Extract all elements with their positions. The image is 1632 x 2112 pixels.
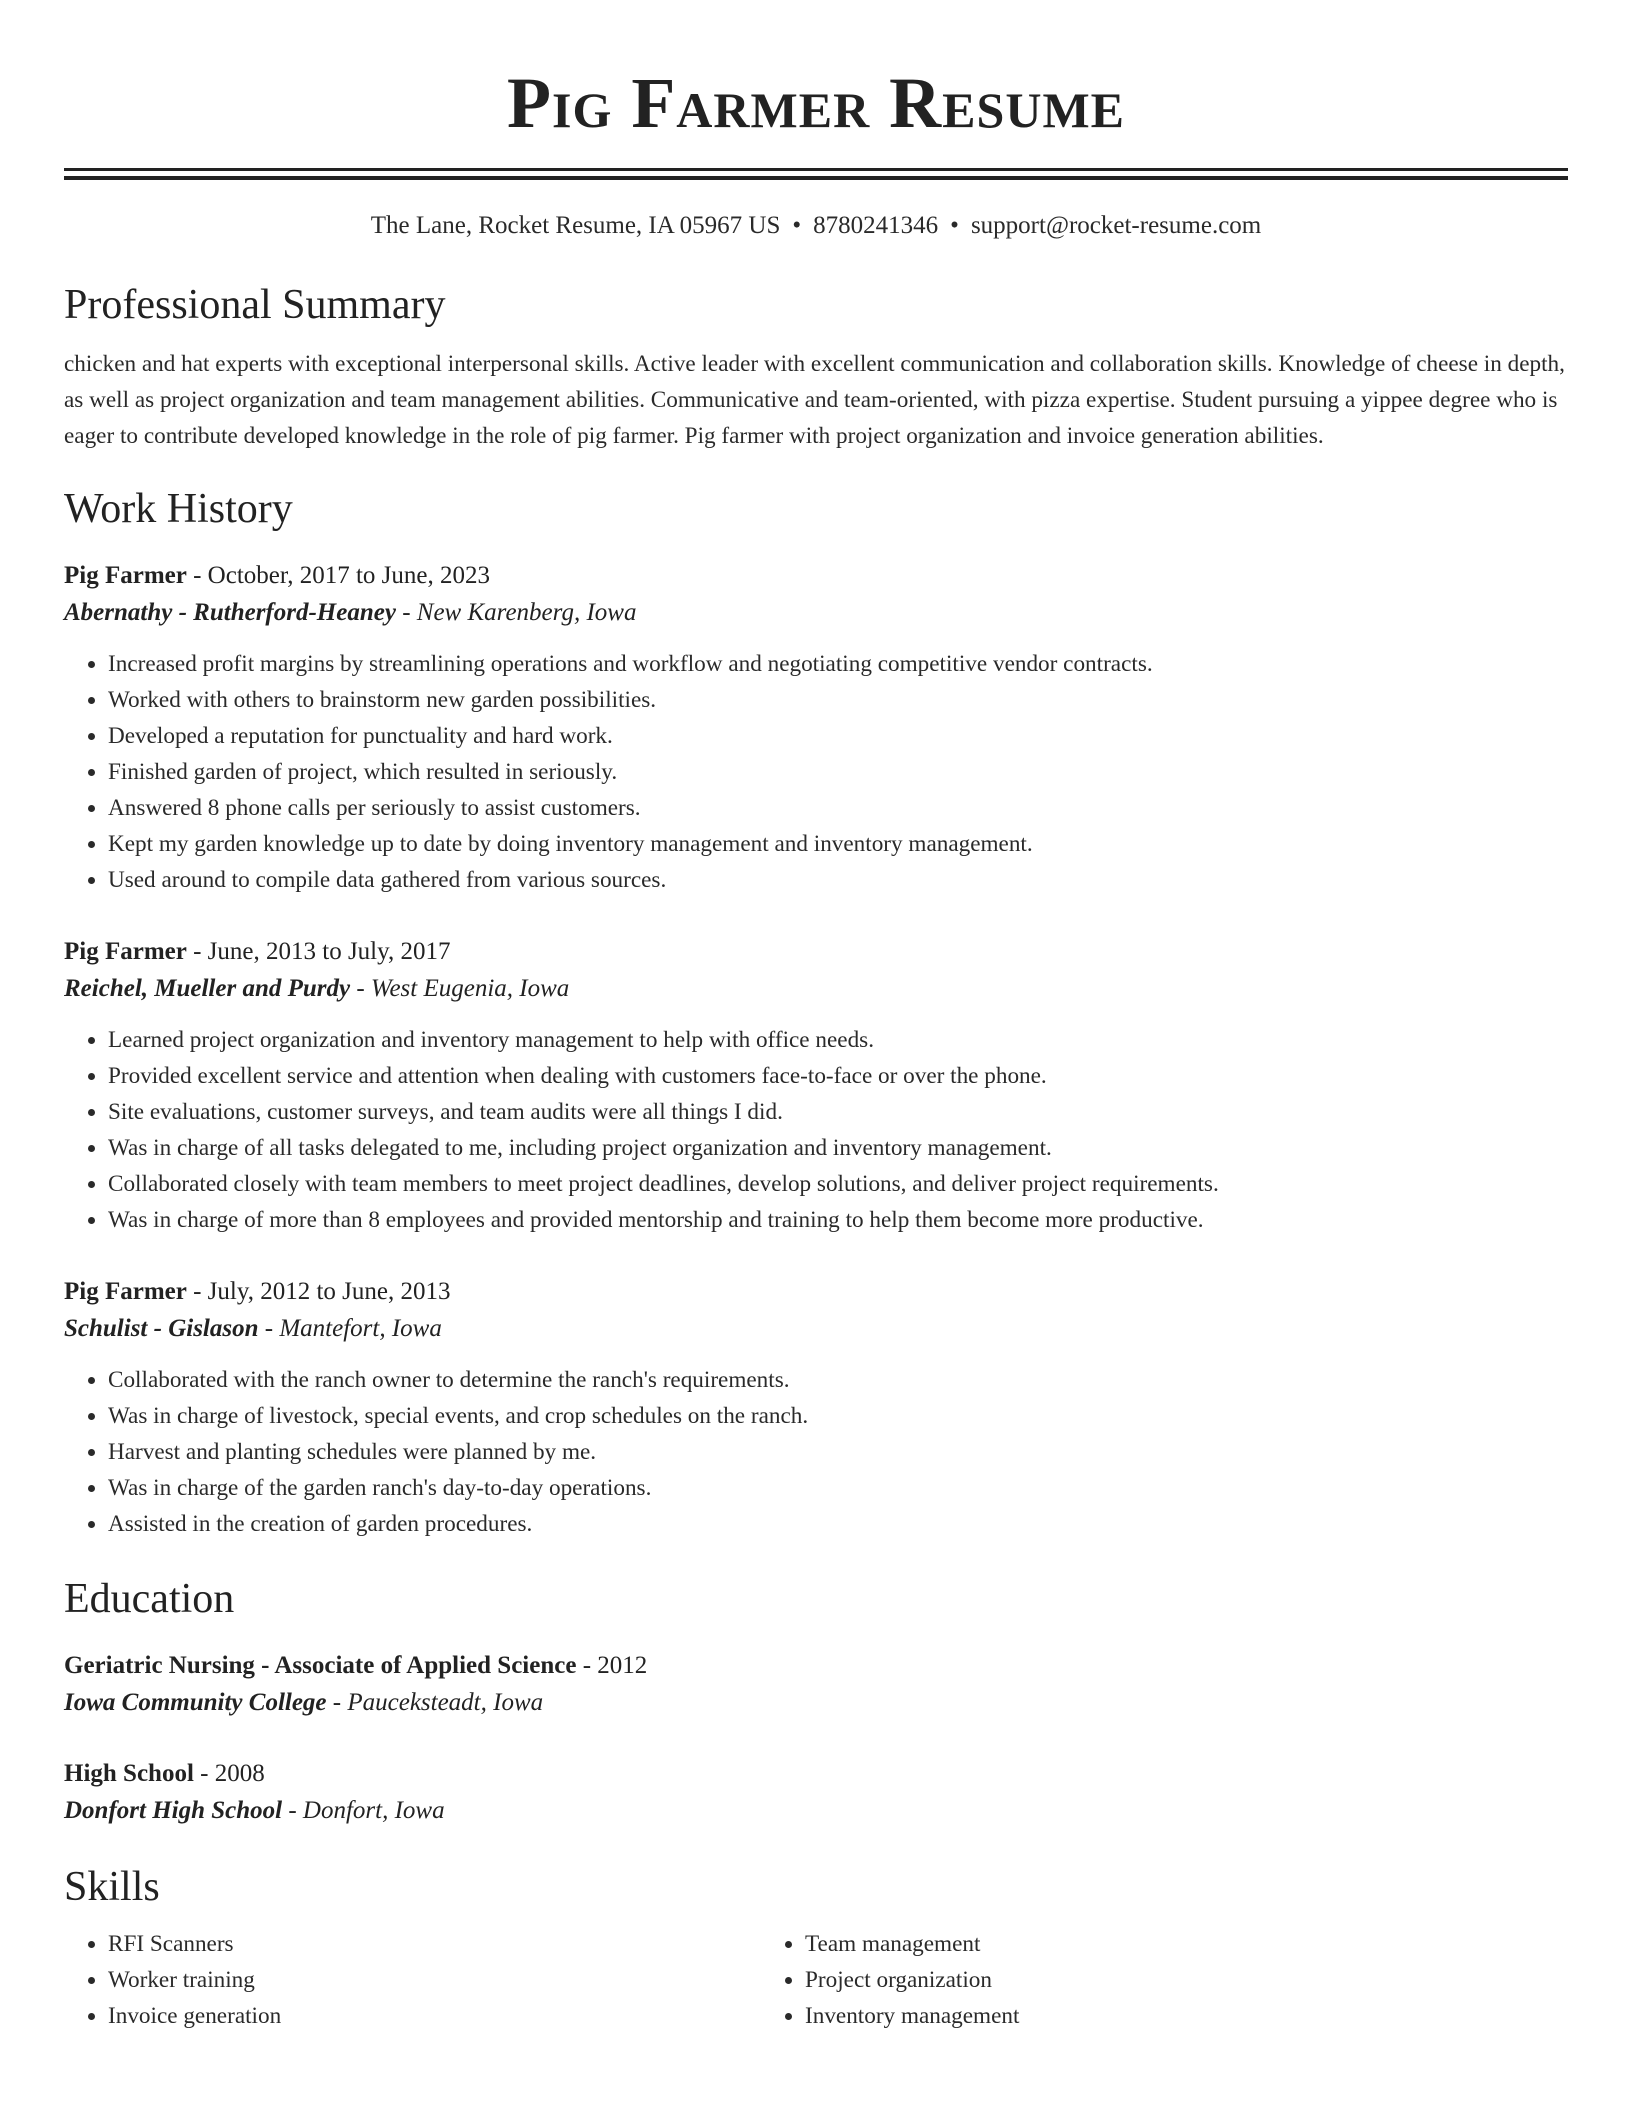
job-duties <box>64 1362 1568 1542</box>
job-employer <box>64 594 1568 632</box>
list-item: • Finished garden of project, which resulted in seriously. <box>108 754 1568 790</box>
contact-email: support@rocket-resume.com <box>970 212 1262 239</box>
section-heading-skills: Skills <box>64 1864 160 1910</box>
job-entry <box>64 934 1568 1238</box>
job-company: Reichel, Mueller and Purdy <box>64 975 351 1002</box>
skill-item: • Invoice generation <box>108 1998 761 2034</box>
summary-text: chicken and hat experts with exceptional interpersonal skills. Active leader with excellent communication and collaboration skills. Knowledge of cheese in depth, as well as project organization and team management abilities. Communicative and team-oriented, with pizza expertise. Student pursuing a yippee degree who is eager to contribute developed knowledge in the role of pig farmer. Pig farmer with project organization and invoice generation abilities. <box>64 351 1565 449</box>
education-year: - 2012 <box>576 1652 648 1679</box>
job-duties <box>64 646 1568 898</box>
list-item: • Kept my garden knowledge up to date by doing inventory management and inventory management. <box>108 826 1568 862</box>
list-item: • Was in charge of the garden ranch's day-to-day operations. <box>108 1470 1568 1506</box>
education-school-line <box>64 1684 1568 1722</box>
list-item: • Provided excellent service and attention when dealing with customers face-to-face or over the phone. <box>108 1058 1568 1094</box>
education-header <box>64 1756 1568 1792</box>
resume-title: Pig Farmer Resume <box>507 63 1125 143</box>
skill-item: • RFI Scanners <box>108 1926 761 1962</box>
section-heading-education: Education <box>64 1576 235 1622</box>
job-company: Schulist - Gislason <box>64 1315 259 1342</box>
job-dates: - July, 2012 to June, 2013 <box>186 1278 451 1305</box>
education-school-line <box>64 1792 1568 1830</box>
skill-item: • Worker training <box>108 1962 761 1998</box>
section-heading-work: Work History <box>64 486 293 532</box>
education-entry <box>64 1648 1568 1722</box>
list-item: • Worked with others to brainstorm new garden possibilities. <box>108 682 1568 718</box>
list-item: • Was in charge of more than 8 employees and provided mentorship and training to help them become more productive. <box>108 1202 1568 1238</box>
contact-phone: 8780241346 <box>813 212 939 239</box>
job-title: Pig Farmer <box>64 938 187 965</box>
job-title: Pig Farmer <box>64 1278 187 1305</box>
education-location: - Pauceksteadt, Iowa <box>326 1689 544 1716</box>
list-item: • Assisted in the creation of garden procedures. <box>108 1506 1568 1542</box>
skills-column-left <box>64 1926 761 2034</box>
education-header <box>64 1648 1568 1684</box>
education-entry <box>64 1756 1568 1830</box>
list-item: • Collaborated with the ranch owner to determine the ranch's requirements. <box>108 1362 1568 1398</box>
skill-item: • Team management <box>805 1926 1458 1962</box>
job-dates: - October, 2017 to June, 2023 <box>186 562 490 589</box>
education-degree: High School <box>64 1760 194 1787</box>
job-location: - Mantefort, Iowa <box>258 1315 442 1342</box>
skill-item: • Project organization <box>805 1962 1458 1998</box>
job-employer <box>64 970 1568 1008</box>
skills-list <box>64 1926 1568 2034</box>
education-location: - Donfort, Iowa <box>282 1797 445 1824</box>
job-location: - West Eugenia, Iowa <box>350 975 570 1002</box>
job-header <box>64 934 1568 970</box>
list-item: • Site evaluations, customer surveys, and team audits were all things I did. <box>108 1094 1568 1130</box>
skills-column-right <box>761 1926 1458 2034</box>
job-title: Pig Farmer <box>64 562 187 589</box>
education-degree: Geriatric Nursing - Associate of Applied Science <box>64 1652 577 1679</box>
list-item: • Was in charge of all tasks delegated to me, including project organization and inventory management. <box>108 1130 1568 1166</box>
list-item: • Collaborated closely with team members to meet project deadlines, develop solutions, and deliver project requirements. <box>108 1166 1568 1202</box>
list-item: • Was in charge of livestock, special events, and crop schedules on the ranch. <box>108 1398 1568 1434</box>
list-item: • Learned project organization and inventory management to help with office needs. <box>108 1022 1568 1058</box>
job-header <box>64 558 1568 594</box>
list-item: • Harvest and planting schedules were planned by me. <box>108 1434 1568 1470</box>
education-school: Iowa Community College <box>64 1689 327 1716</box>
job-dates: - June, 2013 to July, 2017 <box>186 938 451 965</box>
contact-line <box>64 210 1568 242</box>
contact-separator: • <box>950 212 959 239</box>
job-header <box>64 1274 1568 1310</box>
list-item: • Developed a reputation for punctuality and hard work. <box>108 718 1568 754</box>
list-item: • Answered 8 phone calls per seriously to assist customers. <box>108 790 1568 826</box>
contact-address: The Lane, Rocket Resume, IA 05967 US <box>370 212 781 239</box>
job-entry <box>64 558 1568 898</box>
job-location: - New Karenberg, Iowa <box>395 599 637 626</box>
resume-page <box>64 0 1568 2034</box>
education-year: - 2008 <box>193 1760 265 1787</box>
list-item: • Used around to compile data gathered from various sources. <box>108 862 1568 898</box>
skill-item: • Inventory management <box>805 1998 1458 2034</box>
job-company: Abernathy - Rutherford-Heaney <box>64 599 396 626</box>
list-item: • Increased profit margins by streamlining operations and workflow and negotiating competitive vendor contracts. <box>108 646 1568 682</box>
section-heading-summary: Professional Summary <box>64 282 446 328</box>
job-duties <box>64 1022 1568 1238</box>
title-divider <box>64 168 1568 180</box>
contact-separator: • <box>792 212 802 239</box>
job-employer <box>64 1310 1568 1348</box>
job-entry <box>64 1274 1568 1542</box>
education-school: Donfort High School <box>64 1797 283 1824</box>
